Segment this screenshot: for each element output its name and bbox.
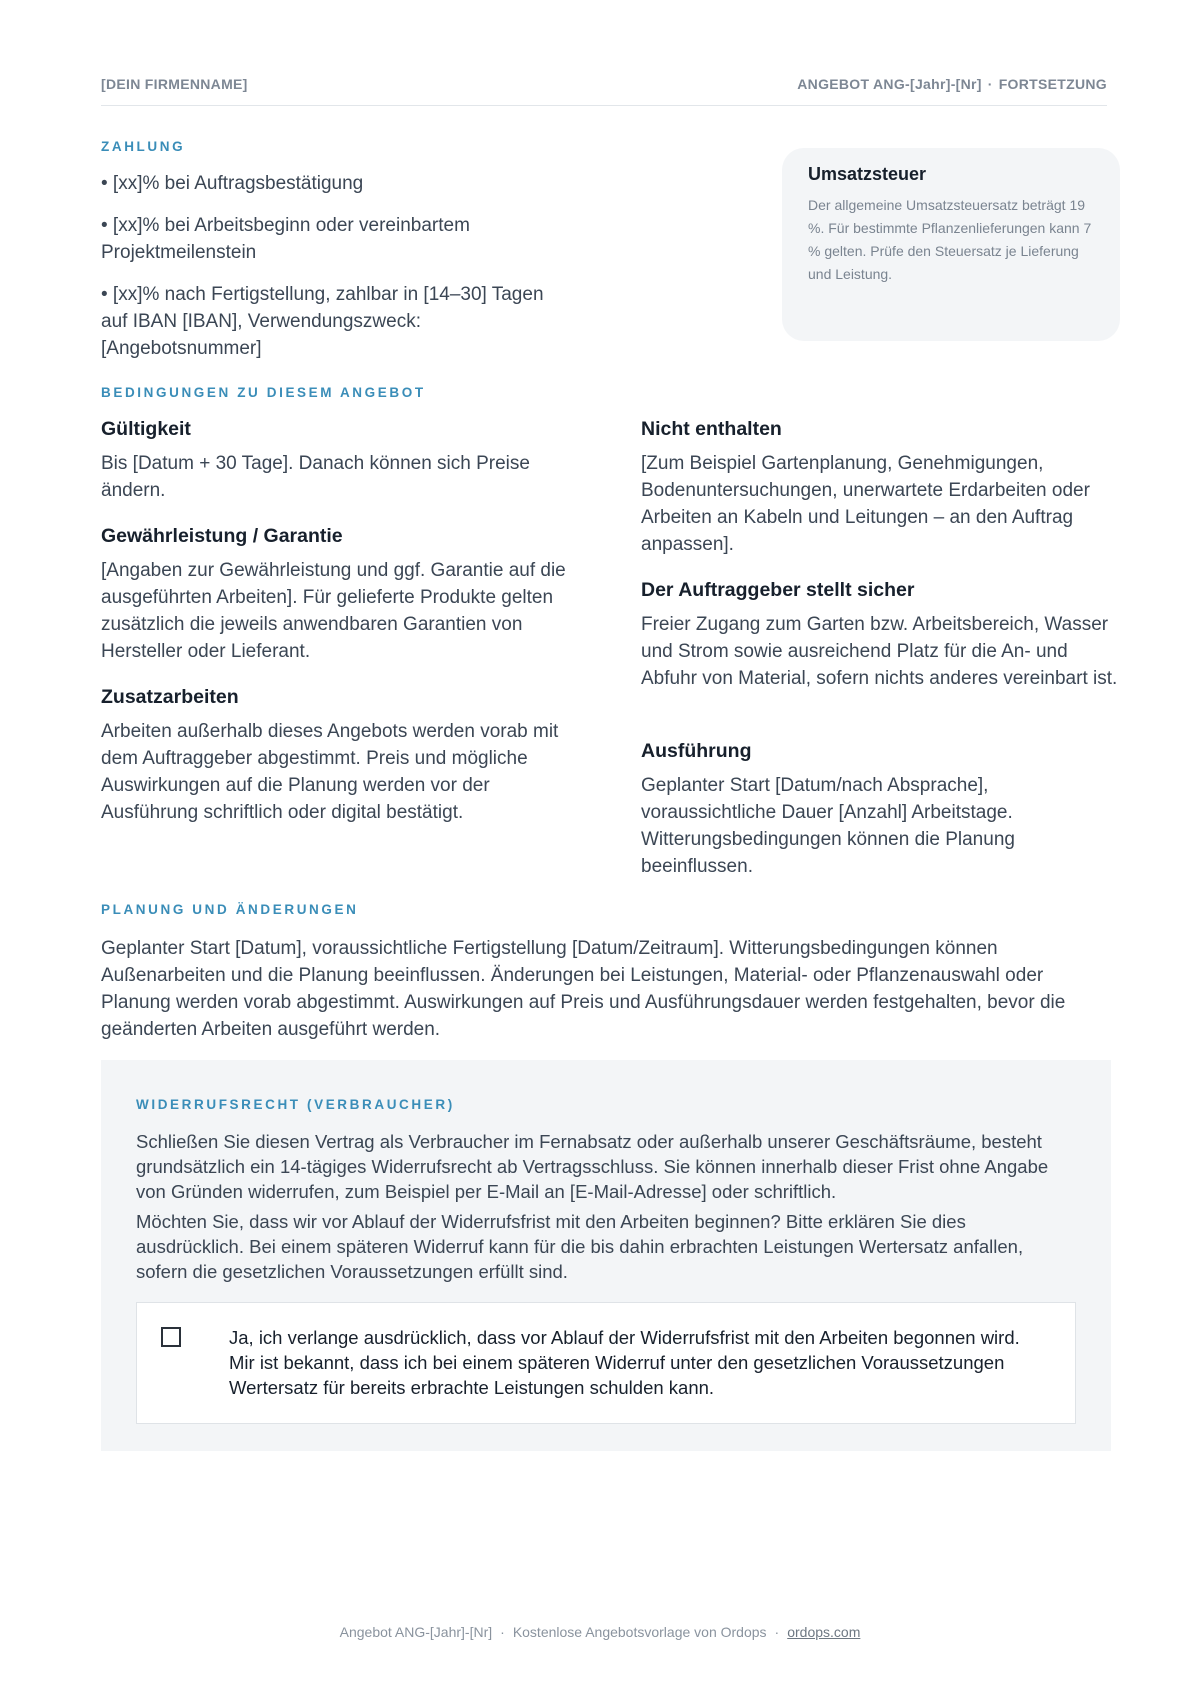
company-name: [DEIN FIRMENNAME] [101, 76, 248, 92]
term-client-ensures [641, 579, 1121, 692]
terms-section-label: BEDINGUNGEN ZU DIESEM ANGEBOT [101, 385, 426, 400]
term-title: Ausführung [641, 740, 752, 762]
vat-title: Umsatzsteuer [808, 164, 927, 184]
term-text: [Zum Beispiel Gartenplanung, Genehmigungen, Bodenuntersuchungen, unerwartete Erdarbeiten oder Arbeiten an Kabeln und Leitungen – an den Auftrag anpassen]. [641, 453, 1090, 555]
footer-link[interactable]: ordops.com [787, 1624, 861, 1640]
consent-checkbox[interactable] [161, 1327, 181, 1347]
withdrawal-section-label: WIDERRUFSRECHT (VERBRAUCHER) [136, 1097, 455, 1112]
term-title: Gewährleistung / Garantie [101, 525, 343, 547]
term-extra-work [101, 686, 581, 826]
page-header [101, 74, 1107, 106]
term-title: Nicht enthalten [641, 418, 782, 440]
footer-separator: · [500, 1624, 505, 1640]
offer-number: ANGEBOT ANG-[Jahr]-[Nr] [797, 76, 982, 92]
consent-text: Ja, ich verlange ausdrücklich, dass vor Ablauf der Widerrufsfrist mit den Arbeiten begonnen wird. Mir ist bekannt, dass ich bei einem späteren Widerruf unter den gesetzlichen Voraussetzungen Wertersatz für bereits erbrachte Leistungen schulden kann. [229, 1327, 1020, 1398]
payment-item: • [xx]% nach Fertigstellung, zahlbar in [14–30] Tagen auf IBAN [IBAN], Verwendungszweck: [Angebotsnummer] [101, 284, 544, 359]
term-text: Bis [Datum + 30 Tage]. Danach können sich Preise ändern. [101, 453, 530, 501]
term-not-included [641, 418, 1121, 558]
header-separator: · [987, 76, 993, 92]
withdrawal-box [101, 1060, 1111, 1451]
payment-item: • [xx]% bei Arbeitsbeginn oder vereinbartem Projektmeilenstein [101, 215, 470, 263]
term-text: Geplanter Start [Datum/nach Absprache], voraussichtliche Dauer [Anzahl] Arbeitstage. Witterungsbedingungen können die Planung beeinflussen. [641, 775, 1015, 877]
offer-reference [797, 76, 1107, 92]
term-validity [101, 418, 581, 504]
term-text: Arbeiten außerhalb dieses Angebots werden vorab mit dem Auftraggeber abgestimmt. Preis und mögliche Auswirkungen auf die Planung werden vor der Ausführung schriftlich oder digital bestätigt. [101, 721, 559, 823]
planning-text: Geplanter Start [Datum], voraussichtliche Fertigstellung [Datum/Zeitraum]. Witterungsbedingungen können Außenarbeiten und die Planung beeinflussen. Änderungen bei Leistungen, Material- oder Pflanzenauswahl oder Planung werden vorab abgestimmt. Auswirkungen auf Preis und Ausführungsdauer werden festgehalten, bevor die geänderten Arbeiten ausgeführt werden. [101, 938, 1066, 1040]
term-text: Freier Zugang zum Garten bzw. Arbeitsbereich, Wasser und Strom sowie ausreichend Platz für die An- und Abfuhr von Material, sofern nichts anderes vereinbart ist. [641, 614, 1118, 689]
payment-section-label: ZAHLUNG [101, 139, 186, 154]
term-execution [641, 740, 1121, 880]
term-title: Gültigkeit [101, 418, 191, 440]
consent-box [136, 1302, 1076, 1424]
withdrawal-text-2: Möchten Sie, dass wir vor Ablauf der Widerrufsfrist mit den Arbeiten beginnen? Bitte erklären Sie dies ausdrücklich. Bei einem späteren Widerruf kann für die bis dahin erbrachten Leistungen Wertersatz anfallen, sofern die gesetzlichen Voraussetzungen erfüllt sind. [136, 1211, 1024, 1282]
vat-info-box [782, 148, 1120, 341]
footer-template: Kostenlose Angebotsvorlage von Ordops [512, 1624, 767, 1640]
term-warranty [101, 525, 581, 665]
term-title: Der Auftraggeber stellt sicher [641, 579, 915, 601]
payment-item: • [xx]% bei Auftragsbestätigung [101, 173, 364, 194]
payment-list [101, 170, 571, 377]
footer-separator: · [774, 1624, 780, 1640]
withdrawal-paragraph [136, 1129, 1076, 1284]
footer-offer: Angebot ANG-[Jahr]-[Nr] [339, 1624, 493, 1640]
withdrawal-text-1: Schließen Sie diesen Vertrag als Verbraucher im Fernabsatz oder außerhalb unserer Geschäftsräume, besteht grundsätzlich ein 14-tägiges Widerrufsrecht ab Vertragsschluss. Sie können innerhalb dieser Frist ohne Angabe von Gründen widerrufen, zum Beispiel per E-Mail an [E-Mail-Adresse] oder schriftlich. [136, 1131, 1049, 1202]
term-text: [Angaben zur Gewährleistung und ggf. Garantie auf die ausgeführten Arbeiten]. Für gelieferte Produkte gelten zusätzlich die jeweils anwendbaren Garantien von Hersteller oder Lieferant. [101, 560, 566, 662]
vat-text: Der allgemeine Umsatzsteuersatz beträgt 19 %. Für bestimmte Pflanzenlieferungen kann 7 % gelten. Prüfe den Steuersatz je Lieferung und Leistung. [808, 197, 1092, 282]
page-footer [0, 1624, 1200, 1640]
continuation-label: FORTSETZUNG [998, 76, 1107, 92]
term-title: Zusatzarbeiten [101, 686, 239, 708]
planning-section-label: PLANUNG UND ÄNDERUNGEN [101, 902, 359, 917]
